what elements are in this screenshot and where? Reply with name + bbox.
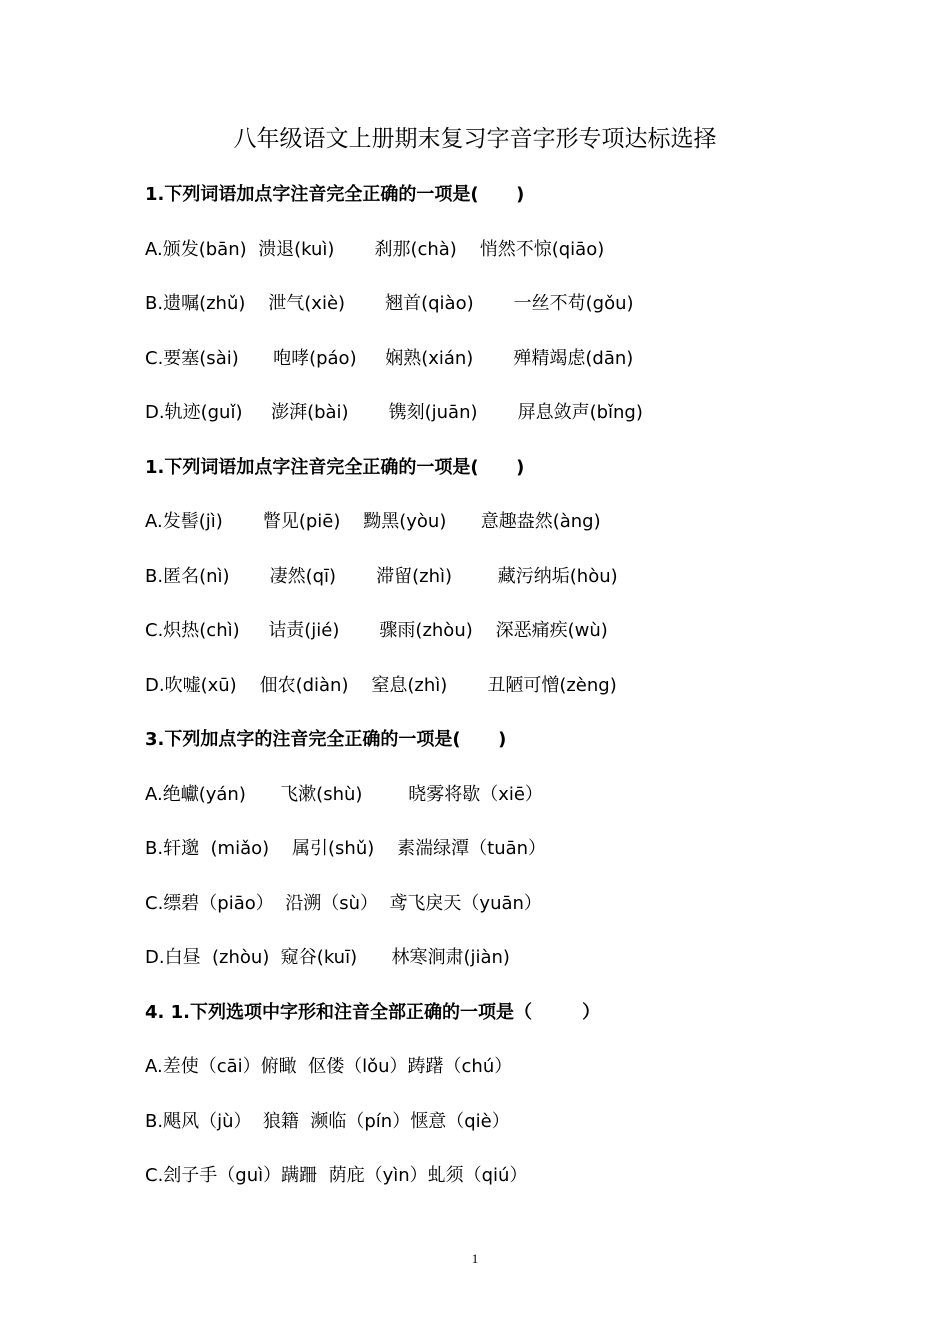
question-2-option-b: B.匿名(nì) 凄然(qī) 滞留(zhì) 藏污纳垢(hòu) xyxy=(145,565,618,587)
question-2-option-d: D.吹嘘(xū) 佃农(diàn) 窒息(zhì) 丑陋可憎(zèng) xyxy=(145,674,617,696)
question-3-stem: 3.下列加点字的注音完全正确的一项是( ) xyxy=(145,729,507,750)
question-4-option-c: C.刽子手（guì）蹒跚 荫庇（yìn）虬须（qiú） xyxy=(145,1165,528,1186)
question-1-option-b: B.遗嘱(zhǔ) 泄气(xiè) 翘首(qiào) 一丝不苟(gǒu) xyxy=(145,293,634,314)
question-3-option-b: B.轩邈 (miǎo) 属引(shǔ) 素湍绿潭（tuān） xyxy=(145,838,547,859)
question-3-option-c: C.缥碧（piāo） 沿溯（sù） 鸢飞戾天（yuān） xyxy=(145,892,542,914)
question-4-option-b: B.飓风（jù） 狼籍 濒临（pín）惬意（qiè） xyxy=(145,1110,510,1132)
question-4-option-a: A.差使（cāi）俯瞰 伛偻（lǒu）踌躇（chú） xyxy=(145,1056,513,1077)
question-3-option-a: A.绝巘(yán) 飞漱(shù) 晓雾将歇（xiē） xyxy=(145,783,543,805)
question-3-option-d: D.白昼 (zhòu) 窥谷(kuī) 林寒涧肃(jiàn) xyxy=(145,947,510,968)
page-number: 1 xyxy=(471,1251,479,1266)
question-1-option-a: A.颁发(bān) 溃退(kuì) 刹那(chà) 悄然不惊(qiāo) xyxy=(145,238,605,260)
question-1-option-d: D.轨迹(guǐ) 澎湃(bài) 镌刻(juān) 屏息敛声(bǐng) xyxy=(145,402,643,423)
question-2-option-a: A.发髻(jì) 瞥见(piē) 黝黑(yòu) 意趣盎然(àng) xyxy=(145,511,601,532)
document-title: 八年级语文上册期末复习字音字形专项达标选择 xyxy=(233,126,717,152)
question-2-option-c: C.炽热(chì) 诘责(jié) 骤雨(zhòu) 深恶痛疾(wù) xyxy=(145,620,608,641)
question-1-option-c: C.要塞(sài) 咆哮(páo) 娴熟(xián) 殚精竭虑(dān) xyxy=(145,347,634,369)
question-list xyxy=(145,177,905,1213)
question-4-stem: 4. 1.下列选项中字形和注音全部正确的一项是（ ） xyxy=(145,1001,601,1023)
question-2-stem: 1.下列词语加点字注音完全正确的一项是( ) xyxy=(145,456,525,478)
question-1-stem: 1.下列词语加点字注音完全正确的一项是( ) xyxy=(145,184,525,205)
